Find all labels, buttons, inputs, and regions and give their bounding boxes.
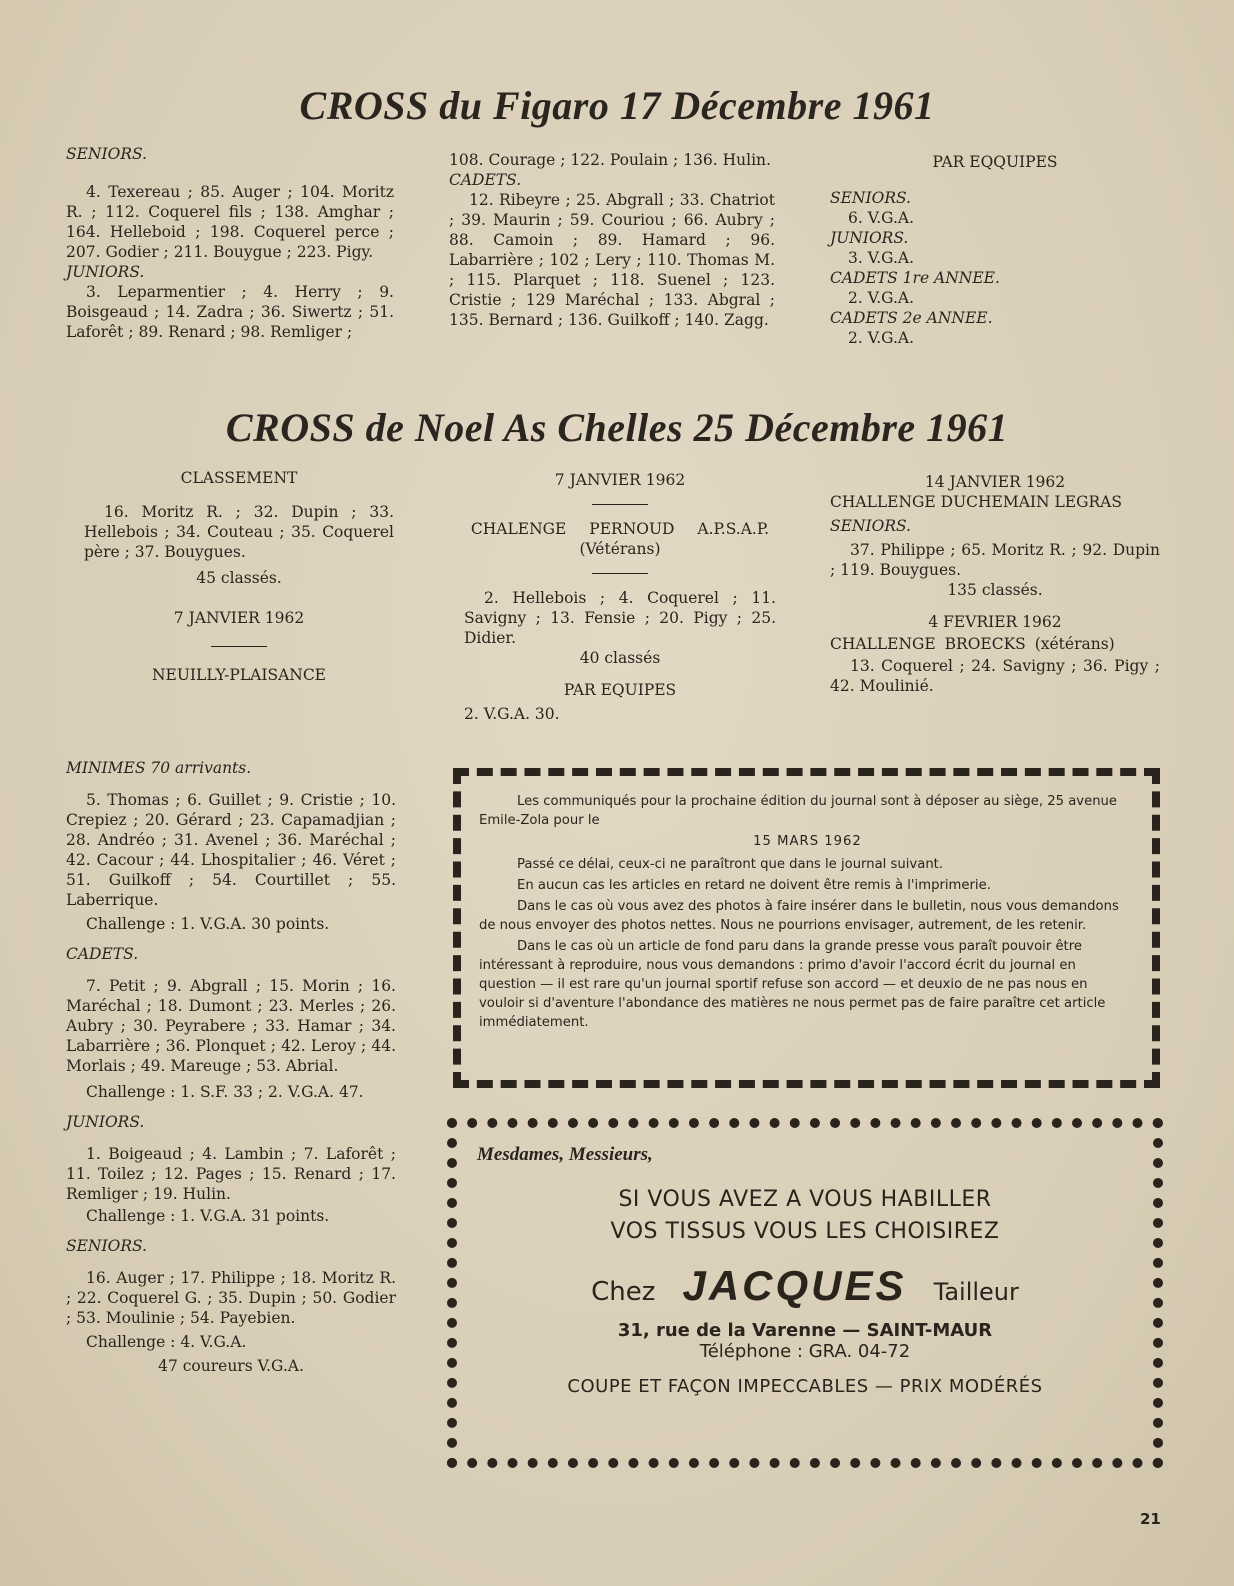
runner-count: 47 coureurs V.G.A. xyxy=(158,1357,304,1375)
event-date: 7 JANVIER 1962 xyxy=(173,609,305,627)
event-place: NEUILLY-PLAISANCE xyxy=(151,666,326,684)
challenge-result: Challenge : 1. V.G.A. 30 points. xyxy=(86,915,330,933)
results-list: 16. Moritz R. ; 32. Dupin ; 33. Hellebois ; 34. Couteau ; 35. Coquerel père ; 37. Bouygues. xyxy=(84,503,394,561)
challenge-name: CHALLENGE BROECKS (xétérans) xyxy=(830,635,1115,653)
classified-count: 45 classés. xyxy=(196,569,282,587)
results-list: 12. Ribeyre ; 25. Abgrall ; 33. Chatriot ; 39. Maurin ; 59. Couriou ; 66. Aubry ; 88. Camoin ; 89. Hamard ; 96. Labarrière ; 102 ; Lery ; 110. Thomas M. ; 115. Plarquet ; 118. Suenel ; 123. Cristie ; 129 Maréchal ; 133. Abgral ; 135. Bernard ; 136. Guilkoff ; 140. Zagg. xyxy=(449,191,775,329)
chelles-col-2 xyxy=(464,470,776,724)
chelles-title: CROSS de Noel As Chelles 25 Décembre 1961 xyxy=(225,405,1009,450)
section-heading: PAR EQUIPES xyxy=(563,681,677,699)
tailor-ad xyxy=(447,1118,1163,1468)
team-result: 2. V.G.A. xyxy=(848,329,915,347)
results-list: 5. Thomas ; 6. Guillet ; 9. Cristie ; 10. Crepiez ; 20. Gérard ; 23. Capamadjian ; 28. Andréo ; 31. Avenel ; 36. Maréchal ; 42. Cacour ; 44. Lhospitalier ; 46. Véret ; 51. Guilkoff ; 54. Courtillet ; 55. Laberrique. xyxy=(66,791,396,909)
divider xyxy=(592,573,648,574)
team-result: 3. V.G.A. xyxy=(848,249,915,267)
results-list: 1. Boigeaud ; 4. Lambin ; 7. Laforêt ; 11. Toilez ; 12. Pages ; 15. Renard ; 17. Remliger ; 19. Hulin. xyxy=(66,1145,396,1203)
challenge-result: Challenge : 1. S.F. 33 ; 2. V.G.A. 47. xyxy=(86,1083,364,1101)
team-result: 2. V.G.A. 30. xyxy=(464,705,560,723)
page-number: 21 xyxy=(1140,1510,1161,1528)
section-heading: MINIMES 70 arrivants. xyxy=(66,759,252,777)
results-list: 16. Auger ; 17. Philippe ; 18. Moritz R. ; 22. Coquerel G. ; 35. Dupin ; 50. Godier ; 53. Moulinie ; 54. Payebien. xyxy=(66,1269,396,1327)
figaro-col-3 xyxy=(830,152,1160,348)
notice-paragraph: En aucun cas les articles en retard ne doivent être remis à l'imprimerie. xyxy=(517,878,991,893)
ad-tagline: COUPE ET FAÇON IMPECCABLES — PRIX MODÉRÉS xyxy=(567,1376,1043,1397)
section-heading: SENIORS. xyxy=(66,1237,147,1255)
event-date: 4 FEVRIER 1962 xyxy=(928,613,1062,631)
chelles-col-1 xyxy=(84,468,394,685)
section-heading: CADETS. xyxy=(449,171,522,189)
results-list: 2. Hellebois ; 4. Coquerel ; 11. Savigny ; 13. Fensie ; 20. Pigy ; 25. Didier. xyxy=(464,589,776,647)
section-heading: CLASSEMENT xyxy=(180,469,298,487)
event-date: 14 JANVIER 1962 xyxy=(924,473,1066,491)
challenge-sub: (Vétérans) xyxy=(579,540,661,558)
section-heading: SENIORS. xyxy=(830,517,911,535)
classified-count: 40 classés xyxy=(579,649,661,667)
team-result: 2. V.G.A. xyxy=(848,289,915,307)
ad-tailleur: Tailleur xyxy=(933,1278,1019,1306)
section-heading: CADETS 1re ANNEE. xyxy=(830,269,1000,287)
section-heading: PAR EQQUIPES xyxy=(932,153,1058,171)
notice-deadline: 15 MARS 1962 xyxy=(753,834,862,849)
section-heading: SENIORS. xyxy=(66,145,147,163)
classified-count: 135 classés. xyxy=(947,581,1043,599)
neuilly-results xyxy=(66,758,396,1376)
divider xyxy=(211,646,267,647)
ad-brand-logo: JACQUES xyxy=(682,1262,907,1309)
results-list: 37. Philippe ; 65. Moritz R. ; 92. Dupin ; 119. Bouygues. xyxy=(830,541,1160,579)
ad-greeting: Mesdames, Messieurs, xyxy=(477,1144,653,1165)
chelles-col-3 xyxy=(830,472,1160,696)
team-result: 6. V.G.A. xyxy=(848,209,915,227)
ad-chez: Chez xyxy=(591,1277,656,1307)
notice-paragraph: Dans le cas où un article de fond paru dans la grande presse vous paraît pouvoir être intéressant à reproduire, nous vous demandons : primo d'avoir l'accord écrit du journal en question — il est rare qu'un journal sportif refuse son accord — et deuxio de ne pas nous en vouloir si d'aventure l'abondance des matières ne nous permet pas de faire paraître cet article immédiatement. xyxy=(479,939,1106,1030)
figaro-title: CROSS du Figaro 17 Décembre 1961 xyxy=(299,83,935,128)
figaro-col-1 xyxy=(66,144,394,342)
section-heading: CADETS 2e ANNEE. xyxy=(830,309,993,327)
section-heading: JUNIORS. xyxy=(66,263,145,281)
section-heading: SENIORS. xyxy=(830,189,911,207)
notice-box xyxy=(453,768,1160,1088)
divider xyxy=(592,504,648,505)
notice-paragraph: Dans le cas où vous avez des photos à faire insérer dans le bulletin, nous vous demandons de nous envoyer des photos nettes. Nous ne pourrions envisager, autrement, de les retenir. xyxy=(479,899,1119,933)
event-date: 7 JANVIER 1962 xyxy=(554,471,686,489)
results-list: 13. Coquerel ; 24. Savigny ; 36. Pigy ; 42. Moulinié. xyxy=(830,657,1160,695)
results-list: 7. Petit ; 9. Abgrall ; 15. Morin ; 16. Maréchal ; 18. Dumont ; 23. Merles ; 26. Aubry ; 30. Peyrabere ; 33. Hamar ; 34. Labarrière ; 36. Plonquet ; 42. Leroy ; 44. Morlais ; 49. Mareuge ; 53. Abrial. xyxy=(66,977,396,1075)
challenge-result: Challenge : 4. V.G.A. xyxy=(86,1333,247,1351)
ad-headline-2: VOS TISSUS VOUS LES CHOISIREZ xyxy=(610,1219,1000,1244)
ad-address: 31, rue de la Varenne — SAINT-MAUR xyxy=(617,1320,993,1341)
notice-paragraph: Passé ce délai, ceux-ci ne paraîtront que dans le journal suivant. xyxy=(517,857,944,872)
challenge-result: Challenge : 1. V.G.A. 31 points. xyxy=(86,1207,330,1225)
section-heading: JUNIORS. xyxy=(830,229,909,247)
notice-paragraph: Les communiqués pour la prochaine édition du journal sont à déposer au siège, 25 avenue Emile-Zola pour le xyxy=(479,794,1118,828)
section-heading: CADETS. xyxy=(66,945,139,963)
section-heading: JUNIORS. xyxy=(66,1113,145,1131)
results-list: 3. Leparmentier ; 4. Herry ; 9. Boisgeaud ; 14. Zadra ; 36. Siwertz ; 51. Laforêt ; 89. Renard ; 98. Remliger ; xyxy=(66,283,394,341)
ad-phone: Téléphone : GRA. 04-72 xyxy=(699,1341,911,1362)
challenge-name: CHALLENGE DUCHEMAIN LEGRAS xyxy=(830,493,1122,511)
figaro-col-2 xyxy=(449,150,775,330)
ad-brand-line xyxy=(477,1262,1133,1310)
results-list: 108. Courage ; 122. Poulain ; 136. Hulin. xyxy=(449,151,771,169)
ad-headline-1: SI VOUS AVEZ A VOUS HABILLER xyxy=(618,1187,992,1212)
results-list: 4. Texereau ; 85. Auger ; 104. Moritz R. ; 112. Coquerel fils ; 138. Amghar ; 164. Helleboid ; 198. Coquerel perce ; 207. Godier ; 211. Bouygue ; 223. Pigy. xyxy=(66,183,394,261)
challenge-name: CHALENGE PERNOUD A.P.S.A.P. xyxy=(470,520,770,538)
